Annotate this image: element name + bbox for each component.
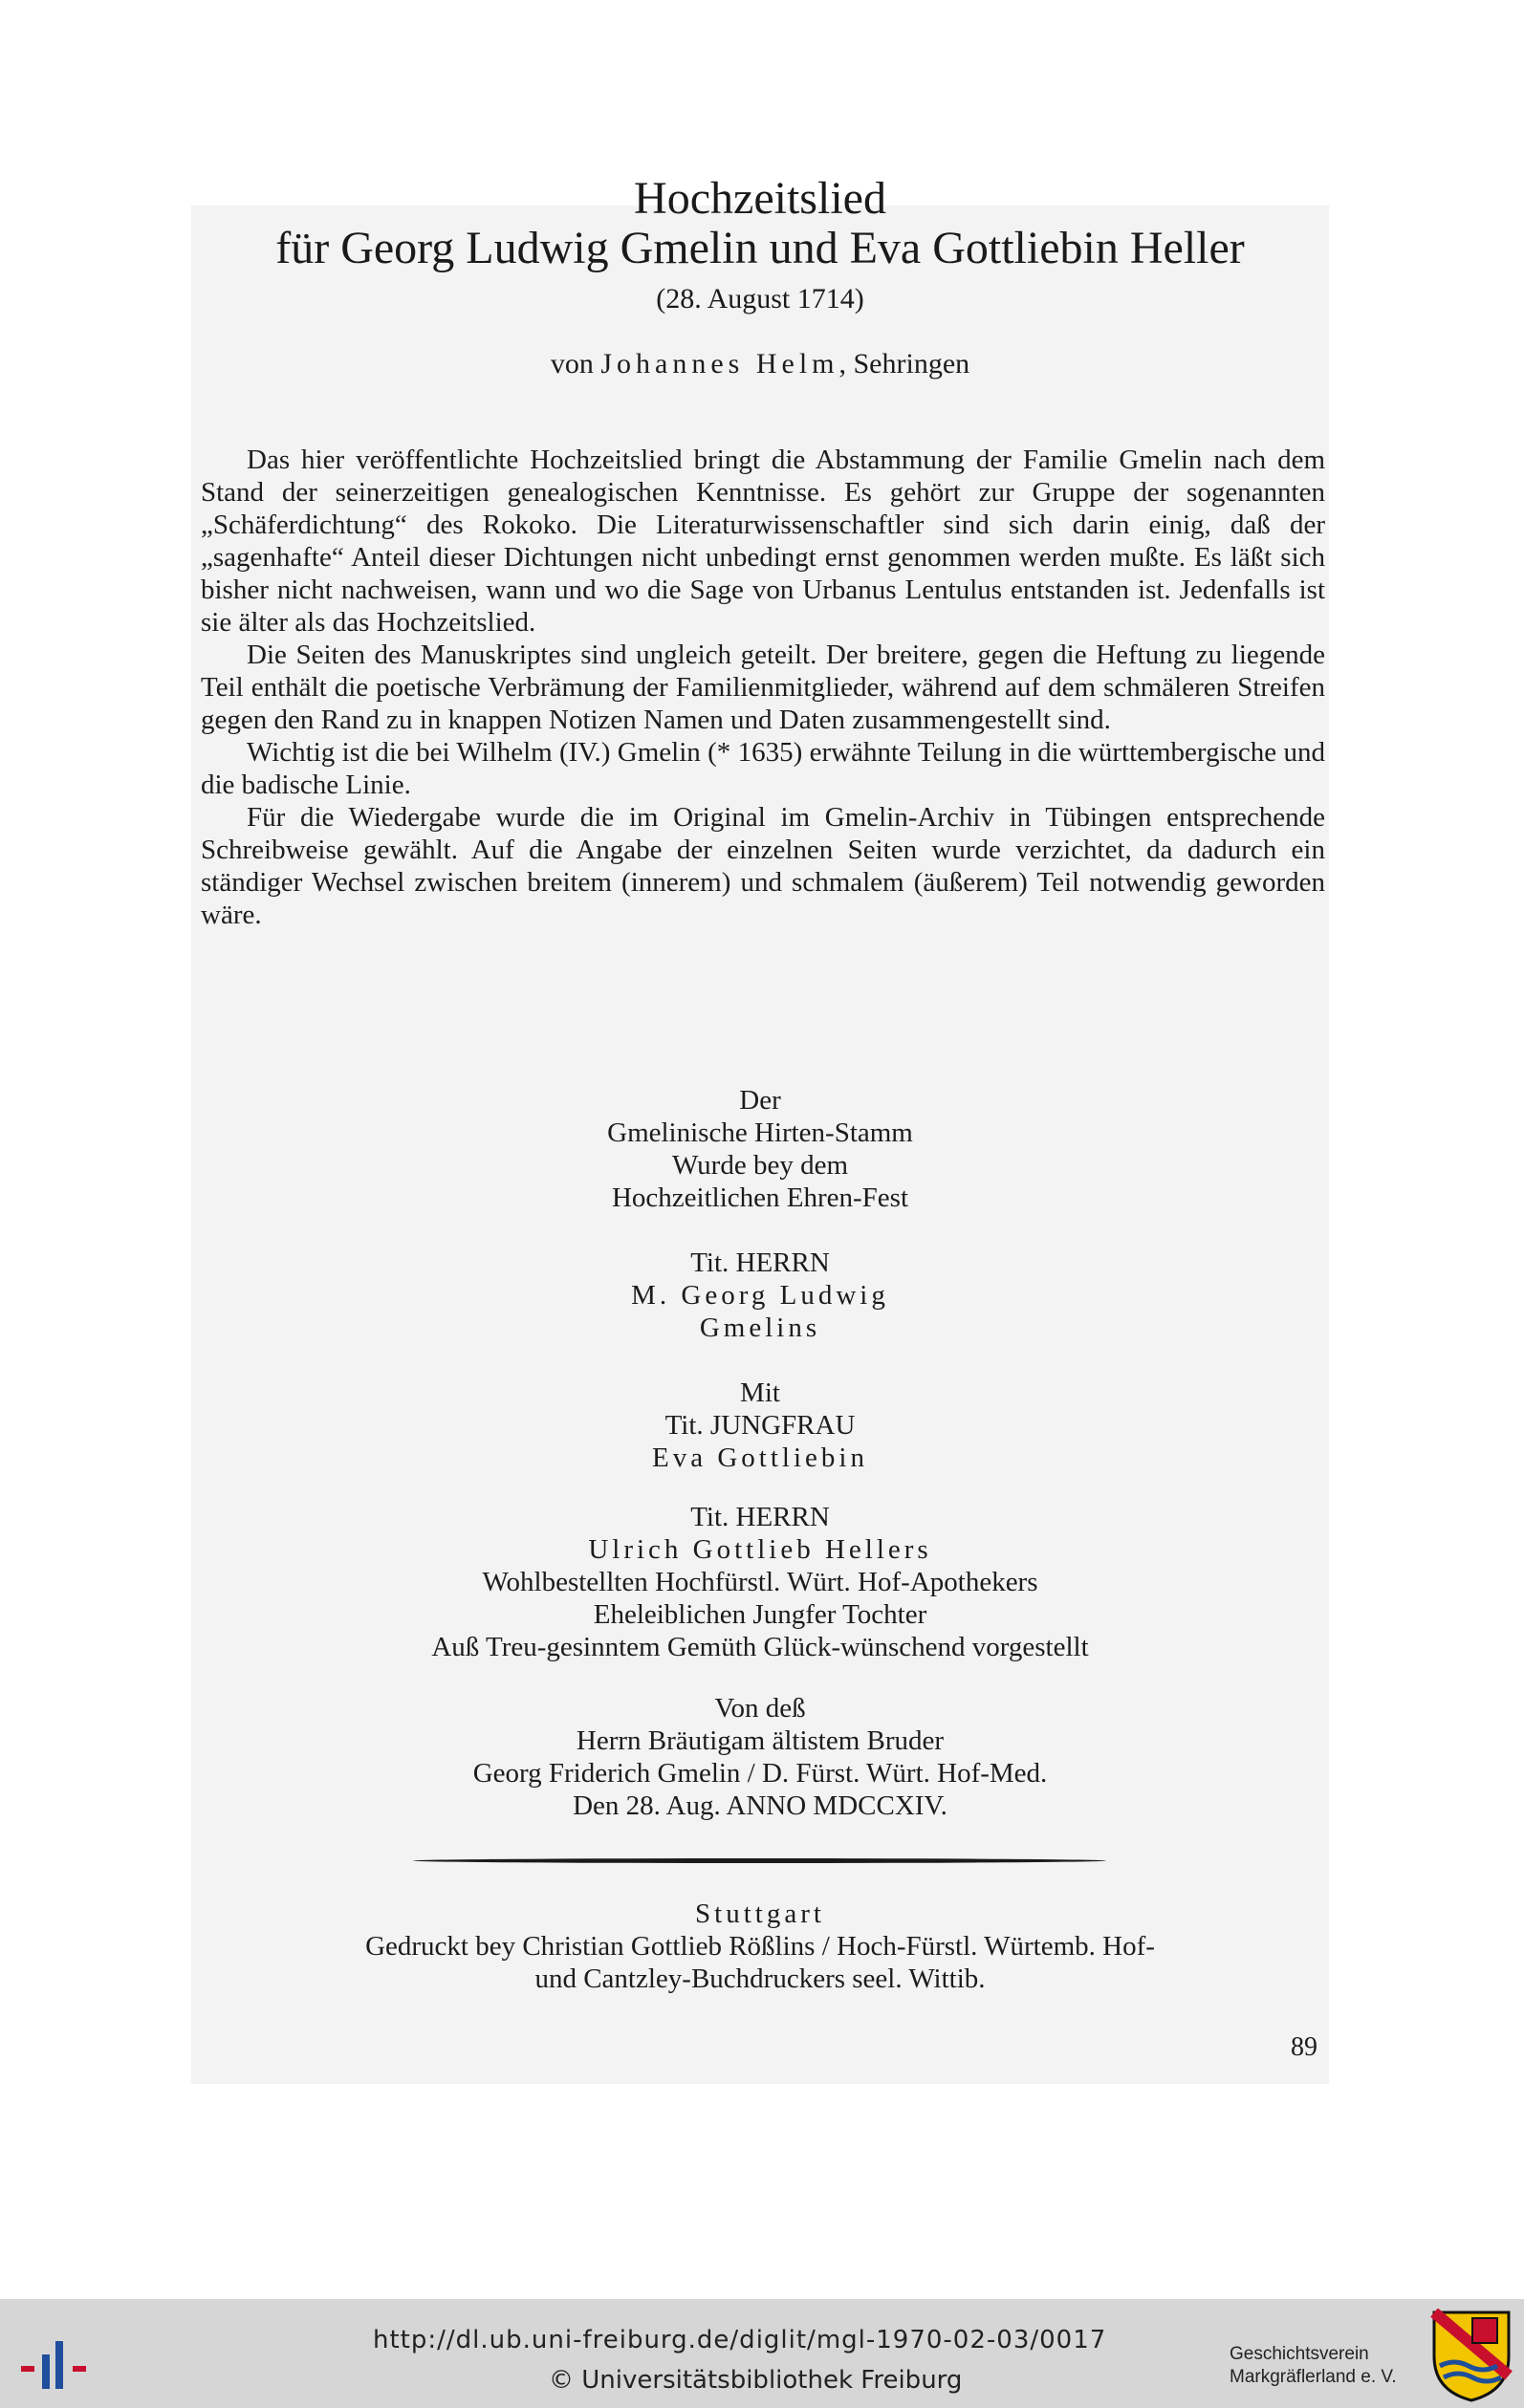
page-subtitle: für Georg Ludwig Gmelin und Eva Gottliebin Heller bbox=[275, 223, 1245, 273]
footer-organization bbox=[1230, 2343, 1397, 2389]
page-number: 89 bbox=[1291, 2032, 1317, 2062]
dedication-line: Gmelinische Hirten-Stamm bbox=[607, 1117, 913, 1148]
imprint bbox=[191, 1898, 1329, 1995]
dedication-block-3 bbox=[191, 1377, 1329, 1474]
footer-copyright: © Universitätsbibliothek Freiburg bbox=[549, 2366, 963, 2395]
dedication-line: Tit. JUNGFRAU bbox=[664, 1410, 856, 1441]
ornamental-rule bbox=[413, 1858, 1106, 1863]
dedication-line: Hochzeitlichen Ehren-Fest bbox=[611, 1182, 909, 1213]
dedication-line: Mit bbox=[740, 1378, 780, 1408]
dedication-block-1 bbox=[191, 1084, 1329, 1214]
footer-bar bbox=[0, 2299, 1524, 2408]
author-place: , Sehringen bbox=[838, 348, 970, 380]
dedication-line: Tit. HERRN bbox=[690, 1247, 830, 1278]
ub-freiburg-logo-icon[interactable] bbox=[21, 2337, 98, 2395]
author-prefix: von bbox=[550, 348, 594, 380]
org-line: Geschichtsverein bbox=[1230, 2344, 1369, 2364]
author-name: Johannes Helm bbox=[600, 348, 839, 380]
dedication-line: Tit. HERRN bbox=[690, 1502, 830, 1532]
coat-of-arms-icon bbox=[1430, 2309, 1513, 2402]
page-title: Hochzeitslied bbox=[634, 173, 886, 224]
page-date: (28. August 1714) bbox=[656, 283, 864, 315]
dedication-line: Eheleiblichen Jungfer Tochter bbox=[593, 1599, 927, 1630]
dedication-line: Von deß bbox=[714, 1693, 806, 1724]
dedication-line: M. Georg Ludwig bbox=[631, 1280, 889, 1311]
paragraph: Wichtig ist die bei Wilhelm (IV.) Gmelin (* 1635) erwähnte Teilung in die württembergische und die badische Linie. bbox=[201, 737, 1325, 800]
dedication-block-5 bbox=[191, 1692, 1329, 1822]
dedication-block-4 bbox=[191, 1501, 1329, 1663]
dedication-block-2 bbox=[191, 1247, 1329, 1344]
paragraph: Das hier veröffentlichte Hochzeitslied bringt die Abstammung der Familie Gmelin nach dem Stand der seinerzeitigen genealogischen Kenntnisse. Es gehört zur Gruppe der sogenannten „Schäferdichtung“ des Rokoko. Die Literaturwissenschaftler sind sich darin einig, daß der „sagenhafte“ Anteil dieser Dichtungen nicht unbedingt ernst genommen werden mußte. Es läßt sich bisher nicht nachweisen, wann und wo die Sage von Urbanus Lentulus entstanden ist. Jedenfalls ist sie älter als das Hochzeitslied. bbox=[201, 445, 1325, 638]
dedication-line: Wohlbestellten Hochfürstl. Würt. Hof-Apothekers bbox=[482, 1567, 1038, 1597]
dedication-line: Wurde bey dem bbox=[671, 1150, 849, 1181]
imprint-line: Gedruckt bey Christian Gottlieb Rößlins / Hoch-Fürstl. Würtemb. Hof- bbox=[365, 1931, 1155, 1962]
dedication-line: Herrn Bräutigam ältistem Bruder bbox=[576, 1725, 945, 1756]
body-text bbox=[201, 444, 1325, 931]
imprint-city: Stuttgart bbox=[695, 1898, 825, 1929]
author-line bbox=[191, 348, 1329, 380]
dedication-line: Auß Treu-gesinntem Gemüth Glück-wünschend vorgestellt bbox=[431, 1632, 1089, 1662]
footer-url-link[interactable]: http://dl.ub.uni-freiburg.de/diglit/mgl-1970-02-03/0017 bbox=[373, 2326, 1107, 2354]
paragraph: Für die Wiedergabe wurde die im Original im Gmelin-Archiv in Tübingen entsprechende Schreibweise gewählt. Auf die Angabe der einzelnen Seiten wurde verzichtet, da dadurch ein ständiger Wechsel zwischen breitem (innerem) und schmalem (äußerem) Teil notwendig geworden wäre. bbox=[201, 802, 1325, 930]
paragraph: Die Seiten des Manuskriptes sind ungleich geteilt. Der breitere, gegen die Heftung zu liegende Teil enthält die poetische Verbrämung der Familienmitglieder, während auf dem schmäleren Streifen gegen den Rand zu in knappen Notizen Namen und Daten zusammengestellt sind. bbox=[201, 640, 1325, 735]
dedication-line: Der bbox=[739, 1085, 781, 1116]
dedication-line: Ulrich Gottlieb Hellers bbox=[588, 1534, 932, 1565]
imprint-line: und Cantzley-Buchdruckers seel. Wittib. bbox=[534, 1963, 986, 1994]
dedication-line: Den 28. Aug. ANNO MDCCXIV. bbox=[573, 1790, 947, 1821]
dedication-line: Georg Friderich Gmelin / D. Fürst. Würt. Hof-Med. bbox=[472, 1758, 1048, 1789]
org-line: Markgräflerland e. V. bbox=[1230, 2367, 1397, 2387]
dedication-line: Eva Gottliebin bbox=[652, 1443, 868, 1473]
dedication-line: Gmelins bbox=[699, 1312, 821, 1343]
